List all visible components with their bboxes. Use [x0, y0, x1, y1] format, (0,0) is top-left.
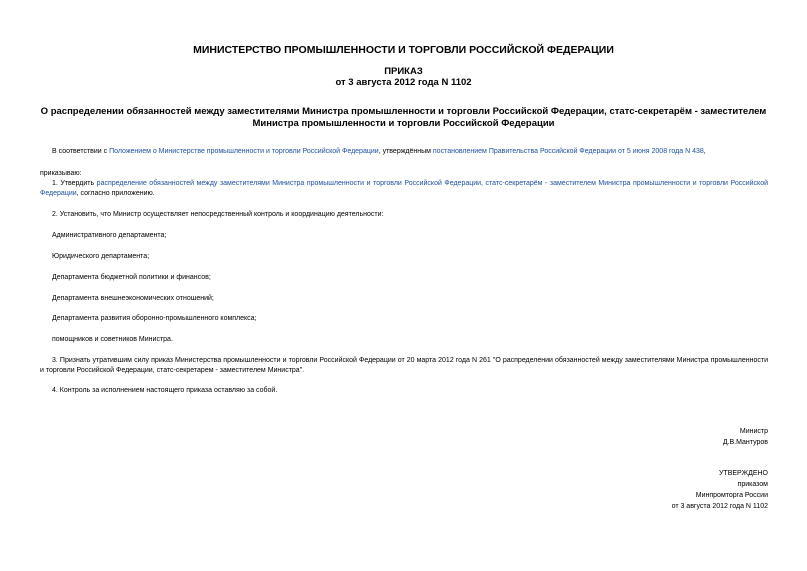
- item-1: 1. Утвердить распределение обязанностей между заместителями Министра промышленности и торговли Российской Федерации, статс-секретарём - заместителем Министра промышленности и торговли Российской Федерации, согласно приложению.: [40, 180, 768, 197]
- signature-block: [723, 426, 768, 448]
- approval-line: УТВЕРЖДЕНО: [718, 470, 768, 477]
- approval-block: [672, 468, 768, 512]
- department-item: Департамента бюджетной политики и финансов;: [52, 274, 211, 281]
- department-item: Юридического департамента;: [52, 253, 150, 260]
- item-2: 2. Установить, что Министр осуществляет непосредственный контроль и координацию деятельности:: [52, 211, 384, 218]
- doc-date: от 3 августа 2012 года N 1102: [335, 77, 472, 88]
- preamble: В соответствии с Положением о Министерстве промышленности и торговли Российской Федерации, утверждённым постановлением Правительства Российской Федерации от 5 июня 2008 года N 438,: [52, 148, 706, 155]
- ministry-heading: МИНИСТЕРСТВО ПРОМЫШЛЕННОСТИ И ТОРГОВЛИ РОССИЙСКОЙ ФЕДЕРАЦИИ: [193, 44, 614, 56]
- doc-title: О распределении обязанностей между заместителями Министра промышленности и торговли Российской Федерации, статс-секретарём - заместителем Министра промышленности и торговли Российской Федерации: [40, 106, 767, 129]
- duties-distribution-link[interactable]: распределение обязанностей между заместителями Министра промышленности и торговли Российской Федерации, статс-секретарём - заместителем Министра промышленности и торговли Российской Федерации: [40, 180, 768, 197]
- order-word: приказываю:: [40, 170, 82, 177]
- approval-line: Минпромторга России: [695, 492, 768, 499]
- department-item: Департамента развития оборонно-промышленного комплекса;: [52, 315, 257, 322]
- doc-type: ПРИКАЗ: [384, 66, 423, 77]
- item-4: 4. Контроль за исполнением настоящего приказа оставляю за собой.: [52, 387, 278, 394]
- signature-name: Д.В.Мантуров: [722, 439, 768, 446]
- approval-line: приказом: [737, 481, 768, 488]
- department-item: Департамента внешнеэкономических отношений;: [52, 295, 214, 302]
- department-item: Административного департамента;: [52, 232, 167, 239]
- regulation-link[interactable]: Положением о Министерстве промышленности и торговли Российской Федерации: [109, 148, 379, 155]
- department-item: помощников и советников Министра.: [52, 336, 173, 343]
- approval-line: от 3 августа 2012 года N 1102: [671, 503, 768, 510]
- doc-type-heading: [0, 66, 807, 88]
- signature-position: Министр: [739, 428, 768, 435]
- item-3: 3. Признать утратившим силу приказ Министерства промышленности и торговли Российской Федерации от 20 марта 2012 года N 261 "О распределении обязанностей между заместителями Министра промышленности и торговли Российской Федерации, статс-секретарем - заместителем Министра".: [40, 357, 768, 374]
- government-decree-link[interactable]: постановлением Правительства Российской Федерации от 5 июня 2008 года N 438: [432, 148, 704, 155]
